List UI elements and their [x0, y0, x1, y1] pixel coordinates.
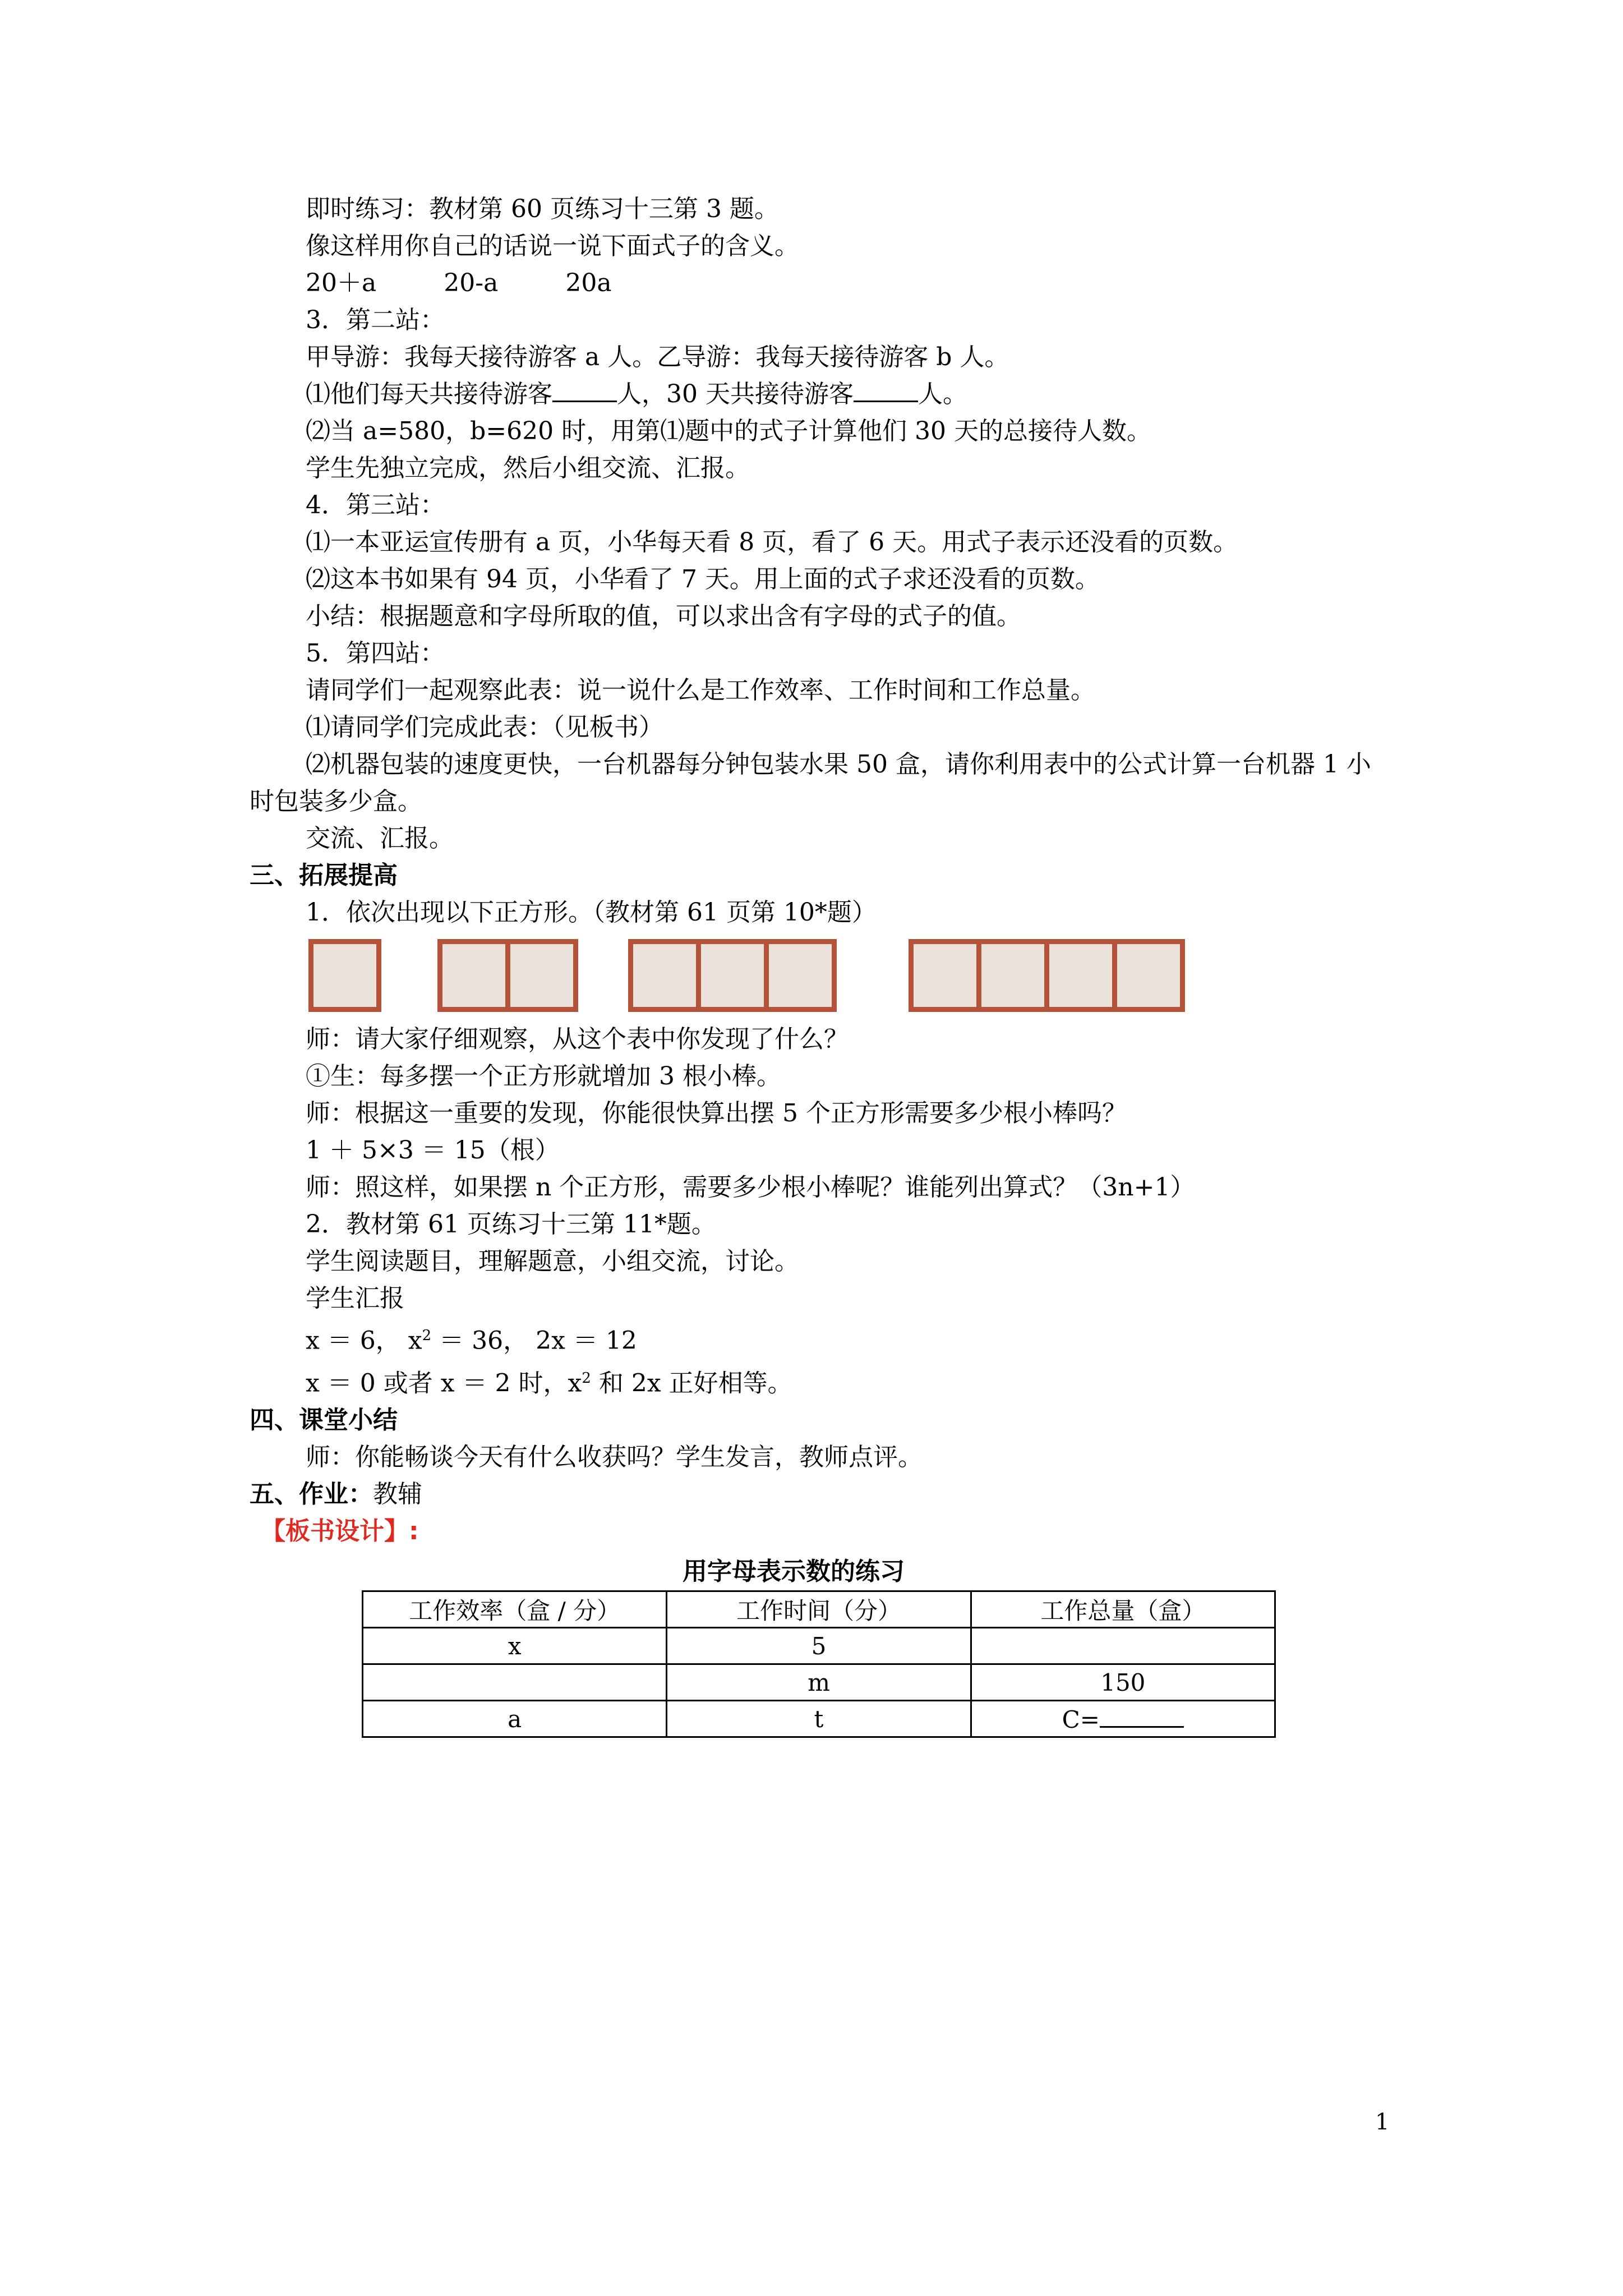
answer-blank	[1100, 1705, 1184, 1728]
page-number: 1	[1375, 2109, 1390, 2135]
text-span: x ＝ 6， x	[306, 1326, 422, 1355]
text-line: 1 ＋ 5×3 ＝ 15（根）	[306, 1136, 560, 1165]
text-line: 小结：根据题意和字母所取的值，可以求出含有字母的式子的值。	[306, 602, 1021, 631]
text-span: ⑴他们每天共接待游客	[306, 380, 552, 408]
table-cell: t	[667, 1701, 971, 1737]
text-line: 交流、汇报。	[306, 824, 454, 853]
text-line: 2．教材第 61 页练习十三第 11*题。	[306, 1210, 716, 1239]
square-group-4	[909, 939, 1180, 1011]
text-line: 请同学们一起观察此表：说一说什么是工作效率、工作时间和工作总量。	[306, 676, 1095, 705]
answer-blank	[854, 378, 918, 402]
homework-text: 教辅	[373, 1480, 422, 1509]
table-cell: 5	[667, 1628, 971, 1664]
expression: 20-a	[444, 269, 499, 297]
text-span: 人，30 天共接待游客	[617, 380, 854, 408]
expression: 20＋a	[306, 269, 377, 297]
table-cell: 150	[971, 1664, 1275, 1701]
table-row	[363, 1701, 1275, 1737]
text-line: 学生汇报	[306, 1284, 404, 1313]
work-table	[362, 1590, 1276, 1738]
text-line: 1．依次出现以下正方形。（教材第 61 页第 10*题）	[306, 898, 877, 927]
text-span: ＝ 36， 2x ＝ 12	[431, 1326, 637, 1355]
cell-text: C=	[1062, 1705, 1100, 1733]
section-heading: 五、作业：	[250, 1480, 373, 1509]
square	[764, 939, 837, 1012]
table-title: 用字母表示数的练习	[683, 1557, 905, 1586]
equation-line	[250, 1360, 1399, 1402]
header-cell: 工作总量（盒）	[971, 1591, 1275, 1628]
text-span: 和 2x 正好相等。	[591, 1369, 792, 1398]
expressions-line	[250, 265, 1399, 302]
table-cell: m	[667, 1664, 971, 1701]
table-cell: a	[363, 1701, 667, 1737]
square	[505, 939, 578, 1012]
text-line: 甲导游：我每天接待游客 a 人。乙导游：我每天接待游客 b 人。	[306, 343, 1009, 371]
document-content	[250, 191, 1399, 1738]
table-row	[363, 1628, 1275, 1664]
table-header-row	[363, 1591, 1275, 1628]
text-line: 即时练习：教材第 60 页练习十三第 3 题。	[306, 195, 779, 223]
homework-line	[250, 1476, 1399, 1513]
text-line: ⑵当 a=580，b=620 时，用第⑴题中的式子计算他们 30 天的总接待人数。	[306, 417, 1152, 445]
superscript: 2	[582, 1369, 591, 1387]
text-line: 师：请大家仔细观察，从这个表中你发现了什么？	[306, 1025, 849, 1053]
matchstick-squares-figure	[308, 935, 1399, 1019]
text-line: 4．第三站：	[306, 491, 445, 519]
square	[976, 939, 1049, 1012]
text-line: ⑴一本亚运宣传册有 a 页，小华每天看 8 页，看了 6 天。用式子表示还没看的页数。	[306, 528, 1238, 556]
answer-blank	[552, 378, 617, 402]
text-line: 3．第二站：	[306, 306, 445, 334]
square-group-3	[628, 939, 832, 1011]
square	[1112, 939, 1185, 1012]
text-line: 师：你能畅谈今天有什么收获吗？学生发言，教师点评。	[306, 1443, 923, 1472]
section-heading: 四、课堂小结	[250, 1406, 398, 1435]
section-heading: 三、拓展提高	[250, 861, 398, 890]
text-line: 师：根据这一重要的发现，你能很快算出摆 5 个正方形需要多少根小棒吗？	[306, 1099, 1127, 1128]
text-line: ⑴请同学们完成此表：（见板书）	[306, 713, 663, 742]
text-line: 5．第四站：	[306, 639, 445, 668]
board-design-heading: 【板书设计】:	[261, 1517, 419, 1546]
header-cell: 工作时间（分）	[667, 1591, 971, 1628]
text-line: 学生先独立完成，然后小组交流、汇报。	[306, 454, 750, 482]
table-cell	[971, 1628, 1275, 1664]
square	[628, 939, 701, 1012]
header-cell: 工作效率（盒 / 分）	[363, 1591, 667, 1628]
square-group-1	[308, 939, 376, 1011]
text-line: ⑵机器包装的速度更快，一台机器每分钟包装水果 50 盒，请你利用表中的公式计算一台机器 1 小时包装多少盒。	[250, 750, 1371, 816]
text-line: 师：照这样，如果摆 n 个正方形，需要多少根小棒呢？谁能列出算式？（3n+1）	[306, 1173, 1195, 1202]
table-cell	[363, 1664, 667, 1701]
text-line: 学生阅读题目，理解题意，小组交流，讨论。	[306, 1247, 799, 1276]
square-group-2	[437, 939, 573, 1011]
table-cell-with-blank	[971, 1701, 1275, 1737]
fill-blank-line	[250, 376, 1399, 413]
square	[308, 939, 381, 1012]
table-row	[363, 1664, 1275, 1701]
square	[696, 939, 769, 1012]
square	[437, 939, 510, 1012]
square	[909, 939, 981, 1012]
equation-line	[250, 1317, 1399, 1360]
superscript: 2	[422, 1327, 432, 1344]
text-span: x ＝ 0 或者 x ＝ 2 时，x	[306, 1369, 582, 1398]
square	[1044, 939, 1117, 1012]
text-line: ⑵这本书如果有 94 页，小华看了 7 天。用上面的式子求还没看的页数。	[306, 565, 1100, 593]
text-span: 人。	[917, 380, 967, 408]
expression: 20a	[565, 269, 612, 297]
text-line: 像这样用你自己的话说一说下面式子的含义。	[306, 232, 799, 260]
text-line: ①生：每多摆一个正方形就增加 3 根小棒。	[306, 1062, 781, 1091]
table-cell: x	[363, 1628, 667, 1664]
